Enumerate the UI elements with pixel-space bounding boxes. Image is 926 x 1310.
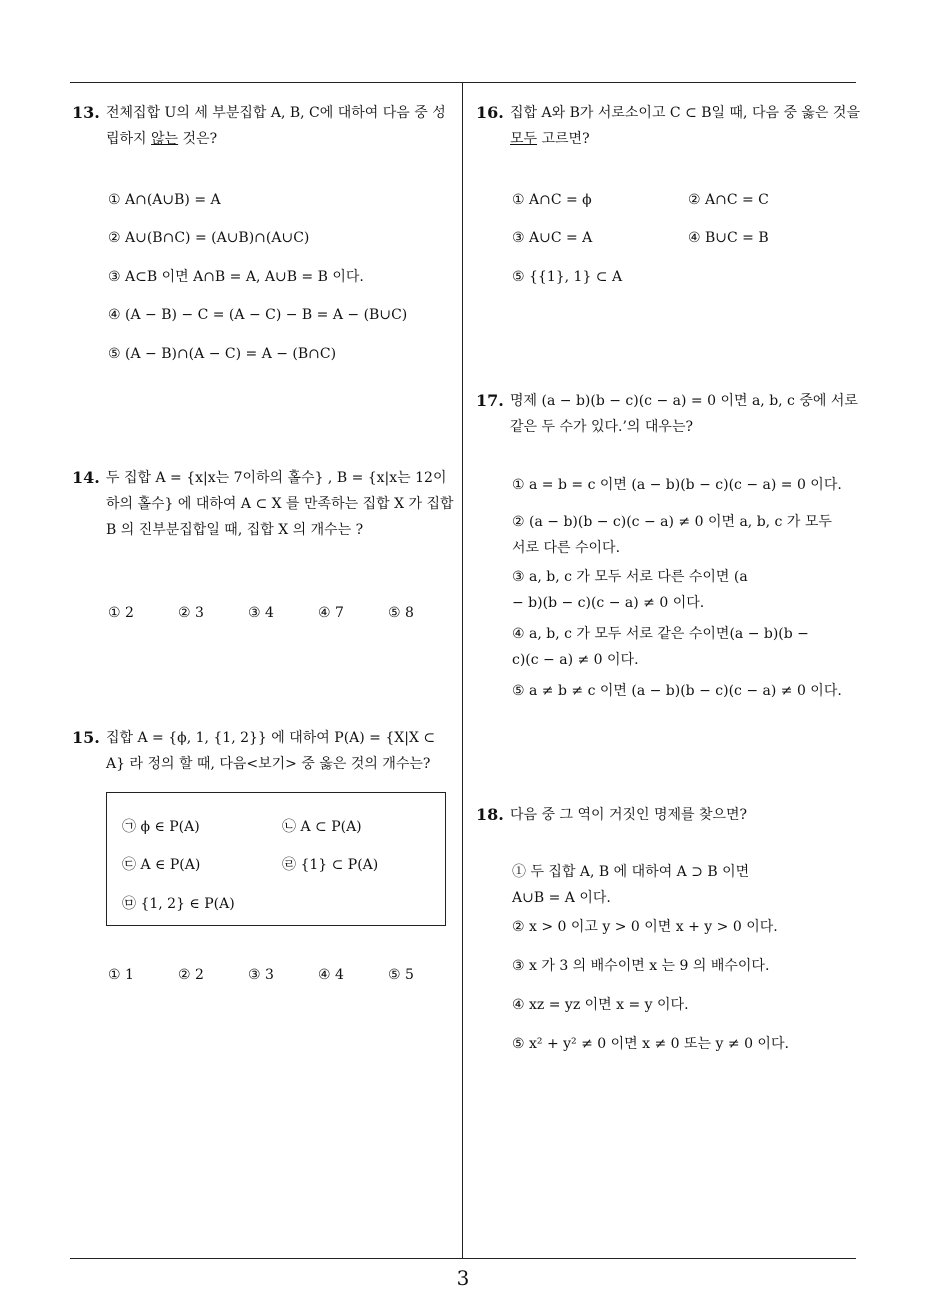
- question-text: 다음 중 그 역이 거짓인 명제를 찾으면?: [510, 807, 748, 823]
- answer-option-2[interactable]: ② (a − b)(b − c)(c − a) ≠ 0 이면 a, b, c 가 모두 서로 다른 수이다.: [512, 514, 832, 556]
- answer-option-3[interactable]: ③ a, b, c 가 모두 서로 다른 수이면 (a − b)(b − c)(c − a) ≠ 0 이다.: [512, 569, 748, 611]
- question-14: [72, 465, 456, 543]
- question-text-underlined: 모두: [510, 131, 538, 147]
- bogi-item-2: ㉡ A ⊂ P(A): [282, 819, 362, 835]
- bogi-item-1: ㉠ ϕ ∈ P(A): [122, 819, 200, 835]
- answer-option-1[interactable]: ① A∩(A∪B) = A: [108, 192, 221, 208]
- bogi-item-4: ㉣ {1} ⊂ P(A): [282, 857, 379, 873]
- question-text: 두 집합 A = {x|x는 7이하의 홀수} , B = {x|x는 12이하의 홀수} 에 대하여 A ⊂ X 를 만족하는 집합 X 가 집합 B 의 진부분집합일 때, 집합 X 의 개수는 ?: [106, 470, 454, 538]
- bogi-item-5: ㉤ {1, 2} ∈ P(A): [122, 896, 235, 912]
- question-text: 고르면?: [537, 131, 590, 147]
- question-text: 전체집합 U의 세 부분집합 A, B, C에 대하여 다음 중 성립하지: [106, 105, 446, 147]
- answer-option-3[interactable]: ③ A∪C = A: [512, 230, 593, 246]
- answer-option-2[interactable]: ② 3: [178, 605, 204, 621]
- question-text: 것은?: [178, 131, 218, 147]
- question-number: 13.: [72, 103, 100, 122]
- bogi-item-3: ㉢ A ∈ P(A): [122, 857, 201, 873]
- answer-option-4[interactable]: ④ a, b, c 가 모두 서로 같은 수이면(a − b)(b − c)(c − a) ≠ 0 이다.: [512, 626, 809, 668]
- question-text: 집합 A와 B가 서로소이고 C ⊂ B일 때, 다음 중 옳은 것을: [510, 105, 860, 121]
- answer-option-5[interactable]: ⑤ a ≠ b ≠ c 이면 (a − b)(b − c)(c − a) ≠ 0 이다.: [512, 683, 842, 699]
- column-divider: [462, 83, 463, 1259]
- question-number: 18.: [476, 805, 504, 824]
- page-number: 3: [456, 1266, 470, 1290]
- question-15: [72, 725, 456, 777]
- bottom-rule: [70, 1258, 856, 1259]
- question-18: [476, 802, 860, 828]
- answer-option-3[interactable]: ③ x 가 3 의 배수이면 x 는 9 의 배수이다.: [512, 958, 770, 974]
- question-number: 15.: [72, 728, 100, 747]
- question-text: 명제 (a − b)(b − c)(c − a) = 0 이면 a, b, c 중에 서로 같은 두 수가 있다.’의 대우는?: [510, 393, 858, 435]
- answer-option-5[interactable]: ⑤ 8: [388, 605, 414, 621]
- answer-option-2[interactable]: ② x > 0 이고 y > 0 이면 x + y > 0 이다.: [512, 919, 778, 935]
- question-number: 17.: [476, 391, 504, 410]
- answer-option-1[interactable]: ① 2: [108, 605, 134, 621]
- answer-option-4[interactable]: ④ xz = yz 이면 x = y 이다.: [512, 997, 689, 1013]
- answer-option-4[interactable]: ④ 7: [318, 605, 344, 621]
- answer-option-1[interactable]: ① a = b = c 이면 (a − b)(b − c)(c − a) = 0 이다.: [512, 477, 842, 493]
- question-text: 집합 A = {ϕ, 1, {1, 2}} 에 대하여 P(A) = {X|X ⊂ A} 라 정의 할 때, 다음<보기> 중 옳은 것의 개수는?: [106, 730, 436, 772]
- answer-option-2[interactable]: ② A∪(B∩C) = (A∪B)∩(A∪C): [108, 230, 310, 246]
- question-text-underlined: 않는: [151, 131, 179, 147]
- question-17: [476, 388, 860, 440]
- answer-option-4[interactable]: ④ (A − B) − C = (A − C) − B = A − (B∪C): [108, 307, 408, 323]
- question-number: 16.: [476, 103, 504, 122]
- question-13: [72, 100, 456, 152]
- answer-option-1[interactable]: ① 1: [108, 967, 134, 983]
- answer-option-5[interactable]: ⑤ {{1}, 1} ⊂ A: [512, 269, 623, 285]
- answer-option-1[interactable]: ① A∩C = ϕ: [512, 192, 592, 208]
- answer-option-5[interactable]: ⑤ (A − B)∩(A − C) = A − (B∩C): [108, 346, 337, 362]
- question-16: [476, 100, 860, 152]
- answer-option-1[interactable]: ① 두 집합 A, B 에 대하여 A ⊃ B 이면 A∪B = A 이다.: [512, 864, 750, 906]
- answer-option-3[interactable]: ③ 4: [248, 605, 274, 621]
- answer-option-3[interactable]: ③ 3: [248, 967, 274, 983]
- answer-option-3[interactable]: ③ A⊂B 이면 A∩B = A, A∪B = B 이다.: [108, 269, 364, 285]
- top-rule: [70, 82, 856, 83]
- question-number: 14.: [72, 468, 100, 487]
- answer-option-4[interactable]: ④ 4: [318, 967, 344, 983]
- answer-option-5[interactable]: ⑤ x² + y² ≠ 0 이면 x ≠ 0 또는 y ≠ 0 이다.: [512, 1036, 789, 1052]
- answer-option-5[interactable]: ⑤ 5: [388, 967, 414, 983]
- answer-option-4[interactable]: ④ B∪C = B: [688, 230, 769, 246]
- answer-option-2[interactable]: ② A∩C = C: [688, 192, 769, 208]
- answer-option-2[interactable]: ② 2: [178, 967, 204, 983]
